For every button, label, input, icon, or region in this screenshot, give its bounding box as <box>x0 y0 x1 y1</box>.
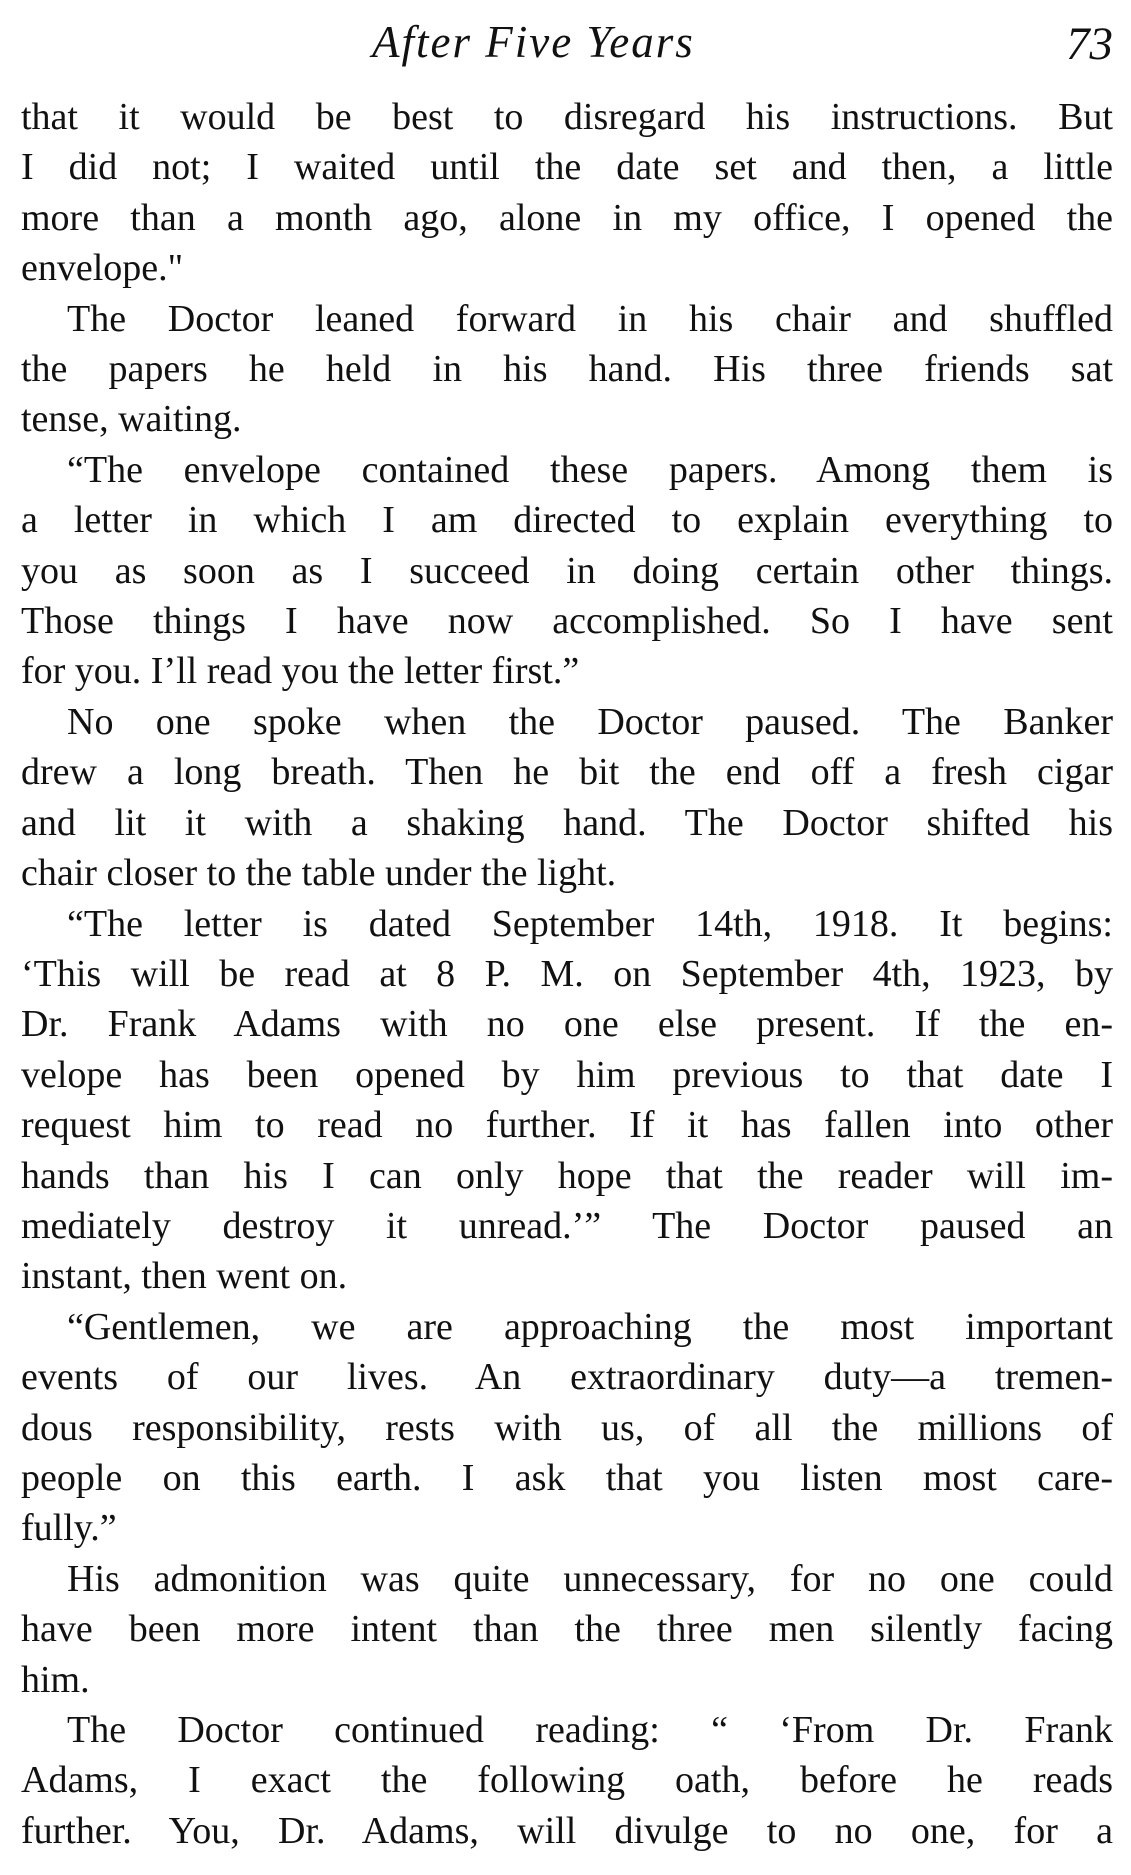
text-line: “The letter is dated September 14th, 1918. It begins: <box>67 902 1113 945</box>
text-line: him. <box>21 1658 90 1701</box>
text-line: Adams, I exact the following oath, before he reads <box>21 1759 1113 1802</box>
text-line: velope has been opened by him previous to that date I <box>21 1053 1113 1096</box>
text-line: ‘This will be read at 8 P. M. on September 4th, 1923, by <box>21 952 1113 995</box>
text-line: mediately destroy it unread.’” The Doctor paused an <box>21 1204 1113 1247</box>
text-line: that it would be best to disregard his instructions. But <box>21 96 1113 138</box>
paragraph <box>21 445 1113 697</box>
paragraph <box>21 92 1113 294</box>
text-line: have been more intent than the three men silently facing <box>21 1608 1113 1651</box>
page-number: 73 <box>1066 18 1113 70</box>
text-line: “Gentlemen, we are approaching the most important <box>67 1305 1113 1348</box>
text-line: envelope." <box>21 247 184 290</box>
paragraph <box>21 899 1113 1302</box>
text-line: instant, then went on. <box>21 1255 348 1298</box>
text-line: fully.” <box>21 1507 117 1550</box>
text-line: more than a month ago, alone in my office, I opened the <box>21 196 1113 239</box>
text-line: The Doctor leaned forward in his chair and shuffled <box>67 297 1113 340</box>
text-line: a letter in which I am directed to explain everything to <box>21 499 1113 542</box>
text-line: tense, waiting. <box>21 398 242 441</box>
text-line: Those things I have now accomplished. So I have sent <box>21 600 1113 643</box>
text-line: No one spoke when the Doctor paused. The Banker <box>67 700 1113 743</box>
text-line: I did not; I waited until the date set and then, a little <box>21 146 1113 189</box>
body-text <box>21 92 1113 1856</box>
text-line: chair closer to the table under the light. <box>21 852 617 895</box>
paragraph <box>21 1554 1113 1705</box>
paragraph <box>21 294 1113 445</box>
text-line: Dr. Frank Adams with no one else present. If the en- <box>21 1003 1113 1046</box>
text-line: “The envelope contained these papers. Among them is <box>67 448 1113 491</box>
text-line: dous responsibility, rests with us, of all the millions of <box>21 1406 1113 1449</box>
text-line: you as soon as I succeed in doing certain other things. <box>21 549 1113 592</box>
paragraph <box>21 697 1113 899</box>
running-header <box>0 14 1131 76</box>
text-line: the papers he held in his hand. His three friends sat <box>21 348 1113 391</box>
text-line: His admonition was quite unnecessary, for no one could <box>67 1557 1113 1600</box>
text-line: people on this earth. I ask that you listen most care- <box>21 1456 1113 1499</box>
paragraph <box>21 1302 1113 1554</box>
text-line: request him to read no further. If it has fallen into other <box>21 1104 1113 1147</box>
paragraph <box>21 1705 1113 1856</box>
text-line: further. You, Dr. Adams, will divulge to no one, for a <box>21 1809 1113 1852</box>
text-line: hands than his I can only hope that the reader will im- <box>21 1154 1113 1197</box>
text-line: for you. I’ll read you the letter first.” <box>21 650 580 693</box>
text-line: events of our lives. An extraordinary duty—a tremen- <box>21 1356 1113 1399</box>
text-line: The Doctor continued reading: “ ‘From Dr. Frank <box>67 1709 1113 1751</box>
text-line: drew a long breath. Then he bit the end off a fresh cigar <box>21 751 1113 794</box>
running-title: After Five Years <box>372 17 695 67</box>
text-line: and lit it with a shaking hand. The Doctor shifted his <box>21 801 1113 844</box>
